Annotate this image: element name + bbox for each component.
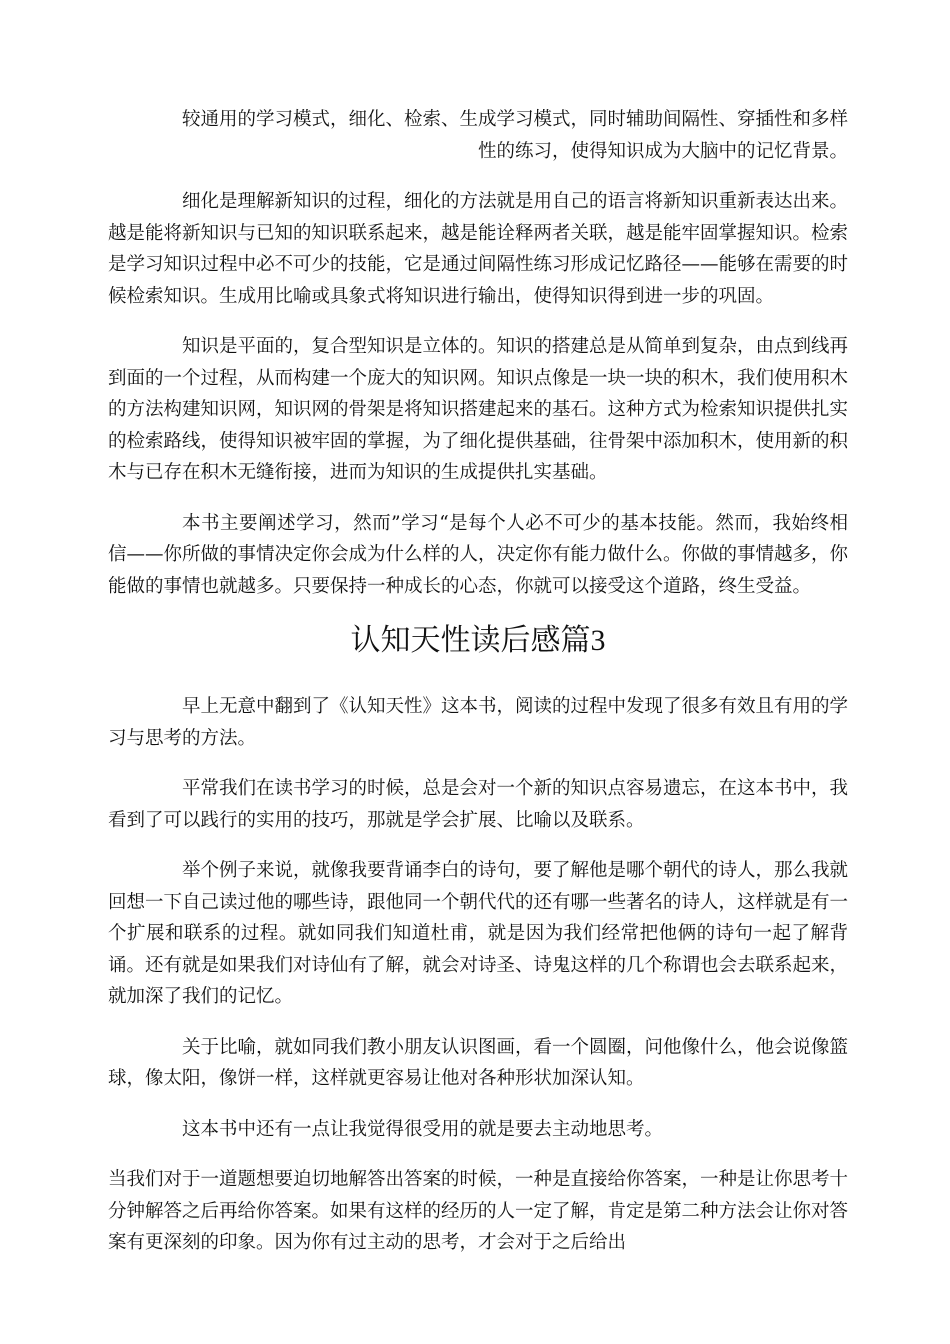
paragraph-elaboration: 细化是理解新知识的过程，细化的方法就是用自己的语言将新知识重新表达出来。越是能将新知识与已知的知识联系起来，越是能诠释两者关联，越是能牢固掌握知识。检索是学习知识过程中必不可少的技能，它是通过间隔性练习形成记忆路径——能够在需要的时候检索知识。生成用比喻或具象式将知识进行输出，使得知识得到进一步的巩固。 — [108, 191, 849, 307]
paragraph-example-poems: 举个例子来说，就像我要背诵李白的诗句，要了解他是哪个朝代的诗人，那么我就回想一下自己读过他的哪些诗，跟他同一个朝代代的还有哪一些著名的诗人，这样就是有一个扩展和联系的过程。就如同我们知道杜甫，就是因为我们经常把他俩的诗句一起了解背诵。还有就是如果我们对诗仙有了解，就会对诗圣、诗鬼这样的几个称谓也会去联系起来，就加深了我们的记忆。 — [108, 860, 849, 1007]
intro-line-2: 性的练习，使得知识成为大脑中的记忆背景。 — [477, 140, 848, 162]
document-page — [108, 104, 848, 1278]
paragraph-knowledge-network: 知识是平面的，复合型知识是立体的。知识的搭建总是从简单到复杂，由点到线再到面的一个过程，从而构建一个庞大的知识网。知识点像是一块一块的积木，我们使用积木的方法构建知识网，知识网的骨架是将知识搭建起来的基石。这种方式为检索知识提供扎实的检索路线，使得知识被牢固的掌握，为了细化提供基础，往骨架中添加积木，使用新的积木与已存在积木无缝衔接，进而为知识的生成提供扎实基础。 — [108, 336, 849, 483]
paragraph-closing: 当我们对于一道题想要迫切地解答出答案的时候，一种是直接给你答案，一种是让你思考十分钟解答之后再给你答案。如果有这样的经历的人一定了解，肯定是第二种方法会让你对答案有更深刻的印象。因为你有过主动的思考，才会对于之后给出 — [108, 1169, 849, 1253]
paragraph-metaphor: 关于比喻，就如同我们教小朋友认识图画，看一个圆圈，问他像什么，他会说像篮球，像太阳，像饼一样，这样就更容易让他对各种形状加深认知。 — [108, 1036, 849, 1089]
paragraph-active-thinking: 这本书中还有一点让我觉得很受用的就是要去主动地思考。 — [182, 1118, 664, 1140]
intro-line-1: 较通用的学习模式，细化、检索、生成学习模式，同时辅助间隔性、穿插性和多样 — [181, 109, 848, 130]
paragraph-learning-skill: 本书主要阐述学习，然而”学习“是每个人必不可少的基本技能。然而，我始终相信——你所做的事情决定你会成为什么样的人，决定你有能力做什么。你做的事情越多，你能做的事情也就越多。只要保持一种成长的心态，你就可以接受这个道路，终生受益。 — [108, 512, 849, 597]
paragraph-found-book: 早上无意中翻到了《认知天性》这本书，阅读的过程中发现了很多有效且有用的学习与思考的方法。 — [108, 696, 849, 749]
paragraph-forgetting: 平常我们在读书学习的时候，总是会对一个新的知识点容易遗忘，在这本书中，我看到了可以践行的实用的技巧，那就是学会扩展、比喻以及联系。 — [108, 778, 849, 831]
section-title: 认知天性读后感篇3 — [350, 624, 606, 657]
intro-paragraph — [108, 104, 848, 167]
